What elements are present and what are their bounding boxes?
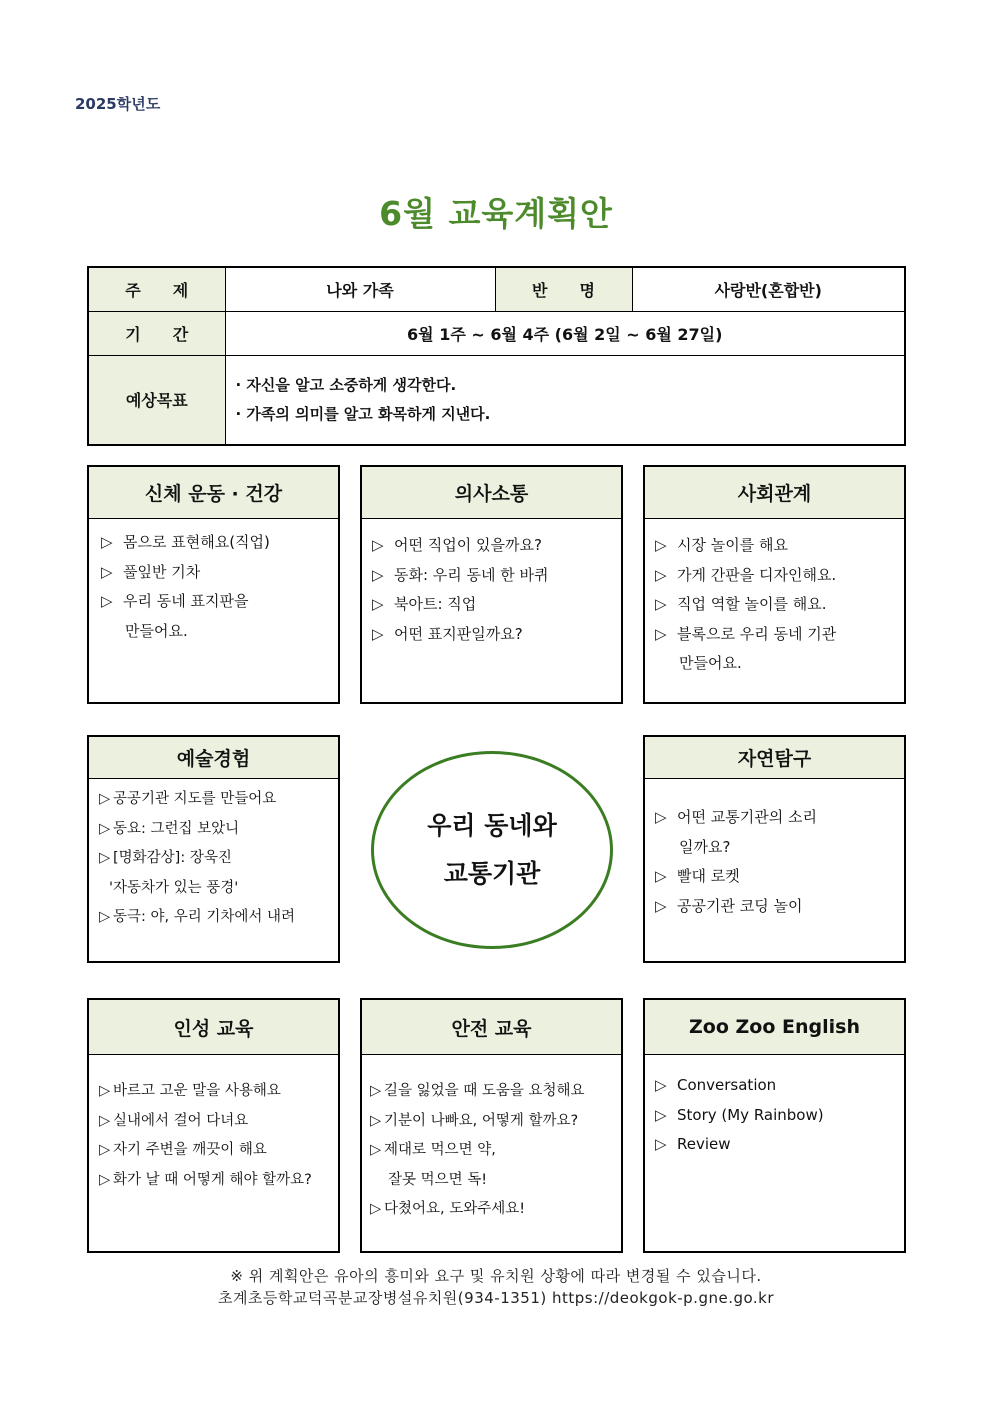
box-title: Zoo Zoo English [645,1000,904,1055]
school-year: 2025학년도 [75,95,161,113]
list-item: ▷ 직업 역할 놀이를 해요. [655,590,904,620]
list-item: ▷ 시장 놀이를 해요 [655,531,904,561]
list-item: ▷ 어떤 표지판일까요? [372,620,621,650]
triangle-bullet-icon: ▷ [370,1083,382,1099]
triangle-bullet-icon: ▷ [372,595,384,613]
page-title: 6월 교육계획안 [379,194,613,233]
physical-health-box [87,465,340,704]
triangle-bullet-icon: ▷ [372,624,384,643]
class-label: 반 명 [495,267,632,311]
plan-info-table [87,266,906,446]
theme-circle [371,751,613,949]
list-item-continued: 잘못 먹으면 독! [388,1171,488,1188]
list-item: ▷ 몸으로 표현해요(직업) [101,528,338,558]
triangle-bullet-icon: ▷ [655,595,667,613]
box-title: 예술경험 [89,737,338,779]
list-item: ▷ 동요: 그런집 보았니 [99,815,338,845]
triangle-bullet-icon: ▷ [101,562,113,581]
triangle-bullet-icon: ▷ [99,820,111,837]
list-item-continued: 일까요? [679,837,731,856]
list-item: ▷ Story (My Rainbow) [655,1101,904,1131]
list-item-continued: '자동차가 있는 풍경' [109,879,239,896]
triangle-bullet-icon: ▷ [655,1105,667,1124]
box-title: 인성 교육 [89,1000,338,1055]
list-item: ▷ 바르고 고운 말을 사용해요 [99,1077,338,1107]
triangle-bullet-icon: ▷ [99,1171,111,1188]
triangle-bullet-icon: ▷ [655,808,667,826]
triangle-bullet-icon: ▷ [655,867,667,885]
nature-inquiry-box [643,735,906,963]
box-title: 의사소통 [362,467,621,519]
triangle-bullet-icon: ▷ [101,533,113,551]
list-item: ▷ 공공기관 지도를 만들어요 [99,785,338,815]
list-item: ▷ 어떤 직업이 있을까요? [372,531,621,561]
goals-label: 예상목표 [88,355,225,445]
goals-list [225,355,905,445]
theme-line-2: 교통기관 [443,859,541,888]
list-item: ▷ 공공기관 코딩 놀이 [655,892,904,922]
topic-value: 나와 가족 [225,267,495,311]
footer-note [0,1265,992,1309]
safety-education-box [360,998,623,1253]
triangle-bullet-icon: ▷ [655,896,667,915]
goal-item: · 가족의 의미를 알고 화목하게 지낸다. [235,404,491,423]
list-item-continued: 만들어요. [125,621,188,640]
list-item: ▷ 풀잎반 기차 [101,558,338,588]
triangle-bullet-icon: ▷ [99,909,111,925]
triangle-bullet-icon: ▷ [372,565,384,584]
list-item: ▷ 빨대 로켓 [655,862,904,892]
period-value: 6월 1주 ~ 6월 4주 (6월 2일 ~ 6월 27일) [225,311,905,355]
list-item: ▷ 다쳤어요, 도와주세요! [370,1195,621,1225]
goal-item: · 자신을 알고 소중하게 생각한다. [235,375,457,394]
triangle-bullet-icon: ▷ [99,1142,111,1158]
list-item: ▷ [명화감상]: 장욱진 [99,844,338,874]
list-item: ▷ 동화: 우리 동네 한 바퀴 [372,561,621,591]
list-item: ▷ Conversation [655,1071,904,1101]
list-item: ▷ Review [655,1130,904,1160]
triangle-bullet-icon: ▷ [99,850,111,866]
list-item: ▷ 우리 동네 표지판을 [101,587,338,617]
triangle-bullet-icon: ▷ [655,536,667,554]
triangle-bullet-icon: ▷ [655,1135,667,1153]
triangle-bullet-icon: ▷ [655,1076,667,1094]
triangle-bullet-icon: ▷ [655,624,667,643]
period-label: 기 간 [88,311,225,355]
box-title: 자연탐구 [645,737,904,779]
triangle-bullet-icon: ▷ [655,565,667,584]
list-item: ▷ 길을 잃었을 때 도움을 요청해요 [370,1077,621,1107]
list-item: ▷ 동극: 야, 우리 기차에서 내려 [99,903,338,933]
list-item: ▷ 제대로 먹으면 약, [370,1136,621,1166]
change-notice: ※ 위 계획안은 유아의 흥미와 요구 및 유치원 상황에 따라 변경될 수 있습니다. [230,1267,762,1285]
communication-box [360,465,623,704]
triangle-bullet-icon: ▷ [372,536,384,554]
topic-label: 주 제 [88,267,225,311]
list-item: ▷ 자기 주변을 깨끗이 해요 [99,1136,338,1166]
box-title: 사회관계 [645,467,904,519]
english-box [643,998,906,1253]
list-item: ▷ 화가 날 때 어떻게 해야 할까요? [99,1166,338,1196]
social-relations-box [643,465,906,704]
list-item: ▷ 가게 간판을 디자인해요. [655,561,904,591]
triangle-bullet-icon: ▷ [99,1112,111,1129]
box-title: 안전 교육 [362,1000,621,1055]
triangle-bullet-icon: ▷ [370,1201,382,1217]
list-item: ▷ 블록으로 우리 동네 기관 [655,620,904,650]
class-value: 사랑반(혼합반) [632,267,905,311]
list-item: ▷ 북아트: 직업 [372,590,621,620]
triangle-bullet-icon: ▷ [99,1083,111,1099]
triangle-bullet-icon: ▷ [99,791,111,807]
triangle-bullet-icon: ▷ [370,1112,382,1129]
theme-line-1: 우리 동네와 [427,811,557,840]
box-title: 신체 운동 · 건강 [89,467,338,519]
contact-info: 초계초등학교덕곡분교장병설유치원(934-1351) https://deokgok-p.gne.go.kr [217,1289,775,1307]
list-item-continued: 만들어요. [679,654,742,672]
art-experience-box [87,735,340,963]
triangle-bullet-icon: ▷ [101,592,113,610]
list-item: ▷ 어떤 교통기관의 소리 [655,803,904,833]
character-education-box [87,998,340,1253]
list-item: ▷ 실내에서 걸어 다녀요 [99,1107,338,1137]
list-item: ▷ 기분이 나빠요, 어떻게 할까요? [370,1107,621,1137]
triangle-bullet-icon: ▷ [370,1142,382,1158]
